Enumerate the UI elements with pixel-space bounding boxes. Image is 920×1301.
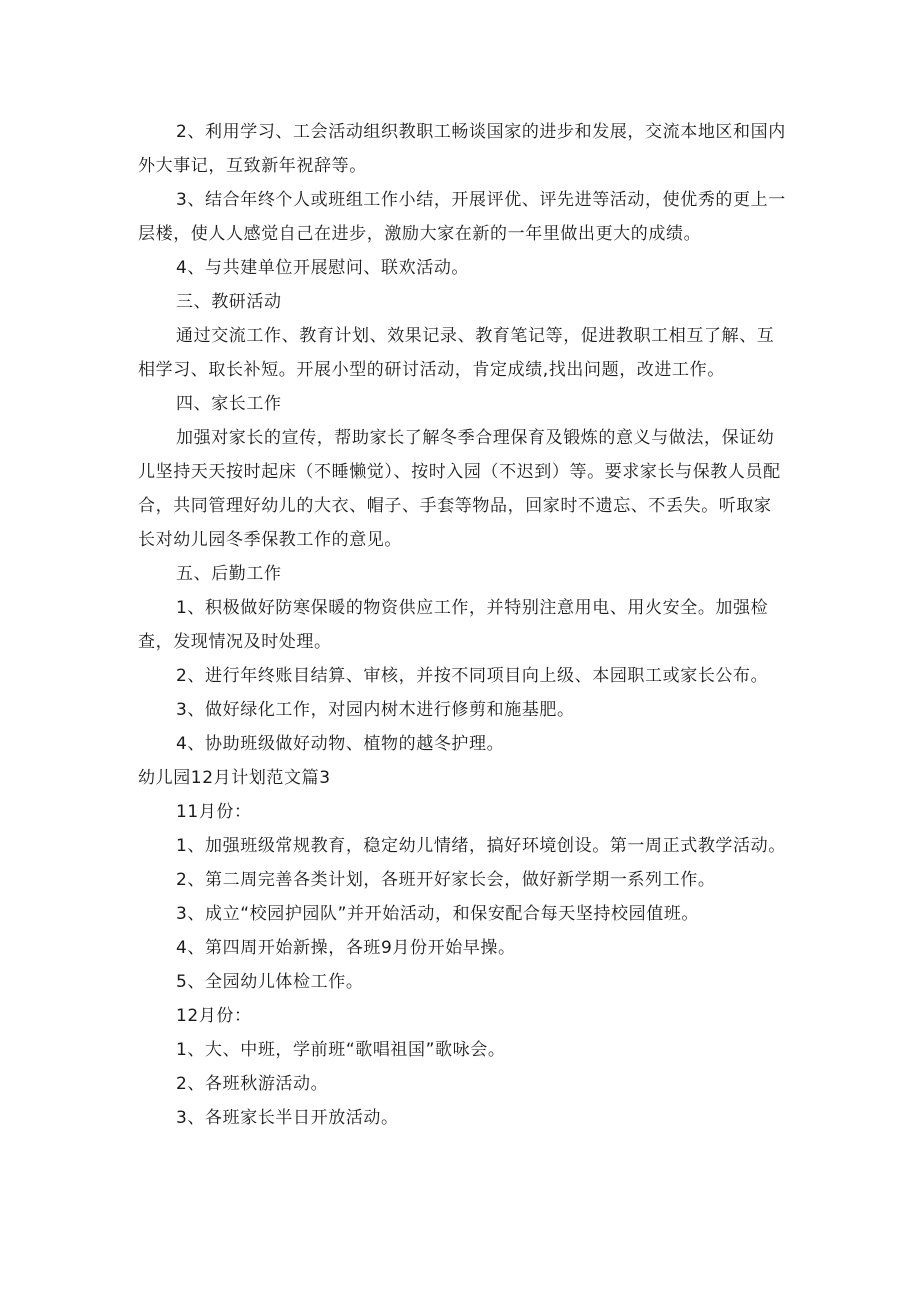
paragraph: 4、第四周开始新操，各班9月份开始早操。 [176,938,516,958]
paragraph: 5、全园幼儿体检工作。 [176,972,364,992]
paragraph: 通过交流工作、教育计划、效果记录、教育笔记等，促进教职工相互了解、互相学习、取长补短。开展小型的研讨活动，肯定成绩,找出问题，改进工作。 [138,326,775,380]
paragraph: 3、做好绿化工作，对园内树木进行修剪和施基肥。 [176,700,575,720]
paragraph: 1、积极做好防寒保暖的物资供应工作，并特别注意用电、用火安全。加强检查，发现情况及时处理。 [138,598,769,652]
paragraph: 3、成立“校园护园队”并开始活动，和保安配合每天坚持校园值班。 [176,904,700,924]
paragraph: 2、利用学习、工会活动组织教职工畅谈国家的进步和发展，交流本地区和国内外大事记，互致新年祝辞等。 [138,122,786,176]
paragraph: 3、结合年终个人或班组工作小结，开展评优、评先进等活动，使优秀的更上一层楼，使人人感觉自己在进步，激励大家在新的一年里做出更大的成绩。 [138,190,786,244]
paragraph: 3、各班家长半日开放活动。 [176,1108,399,1128]
paragraph: 加强对家长的宣传，帮助家长了解冬季合理保育及锻炼的意义与做法，保证幼儿坚持天天按时起床（不睡懒觉）、按时入园（不迟到）等。要求家长与保教人员配合，共同管理好幼儿的大衣、帽子、手套等物品，回家时不遗忘、不丢失。听取家长对幼儿园冬季保教工作的意见。 [138,428,781,550]
paragraph: 12月份： [176,1006,252,1026]
paragraph: 四、家长工作 [176,394,282,414]
paragraph: 1、加强班级常规教育，稳定幼儿情绪，搞好环境创设。第一周正式教学活动。 [176,836,786,856]
paragraph: 2、各班秋游活动。 [176,1074,329,1094]
paragraph: 4、与共建单位开展慰问、联欢活动。 [176,258,470,278]
paragraph: 三、教研活动 [176,292,282,312]
paragraph: 2、进行年终账目结算、审核，并按不同项目向上级、本园职工或家长公布。 [176,666,769,686]
document-body [138,115,788,1135]
paragraph: 1、大、中班，学前班“歌唱祖国”歌咏会。 [176,1040,506,1060]
paragraph: 幼儿园12月计划范文篇3 [138,768,331,788]
paragraph: 五、后勤工作 [176,564,282,584]
paragraph: 4、协助班级做好动物、植物的越冬护理。 [176,734,505,754]
paragraph: 2、第二周完善各类计划，各班开好家长会，做好新学期一系列工作。 [176,870,716,890]
paragraph: 11月份： [176,802,252,822]
